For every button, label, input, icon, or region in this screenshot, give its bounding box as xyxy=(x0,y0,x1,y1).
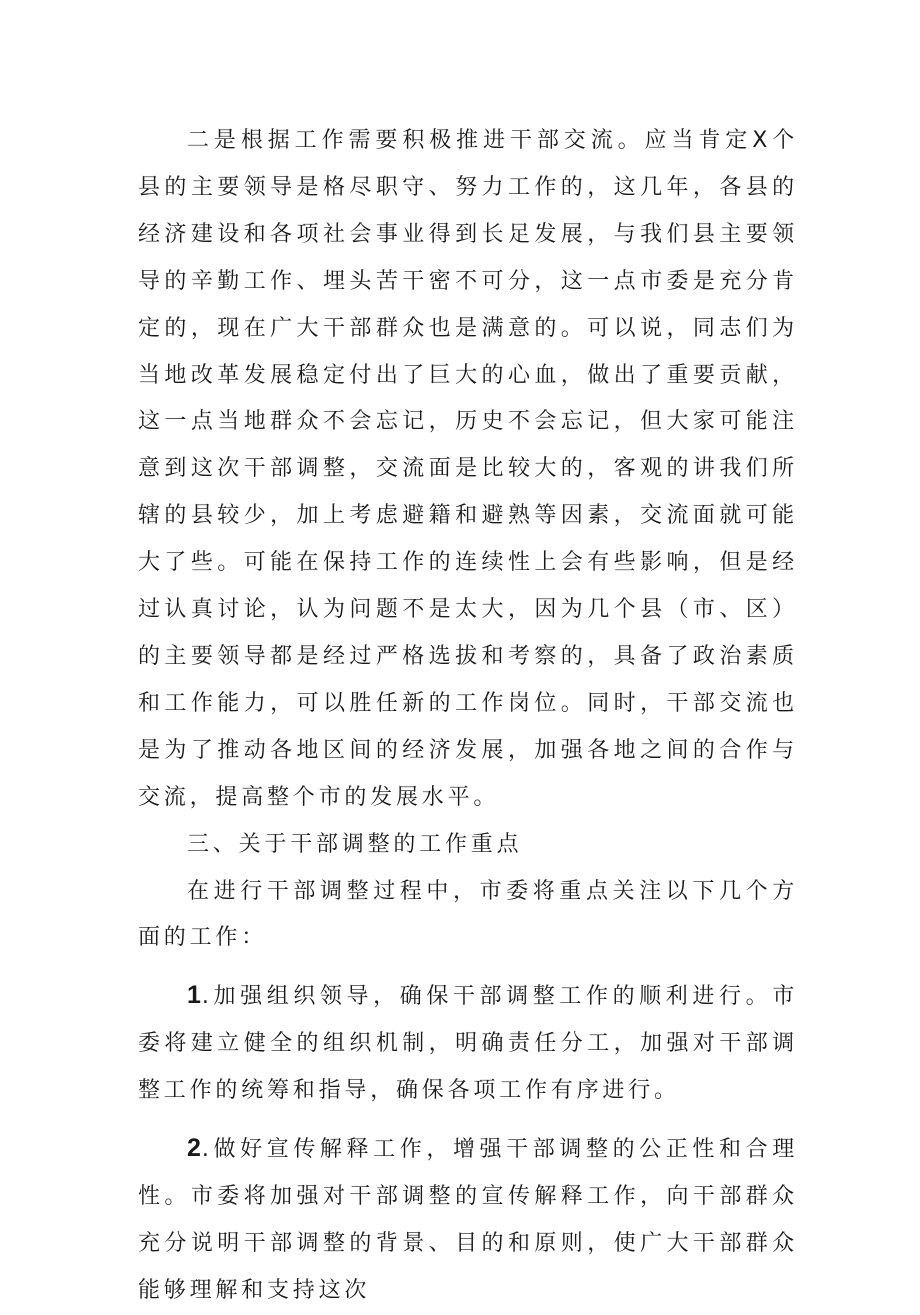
list-item-number: 1 xyxy=(187,981,202,1010)
document-page xyxy=(138,118,798,1315)
list-item-text: .做好宣传解释工作，增强干部调整的公正性和合理性。市委将加强对干部调整的宣传解释工作，向干部群众充分说明干部调整的背景、目的和原则，使广大干部群众能够理解和支持这次 xyxy=(138,1137,798,1303)
list-item-text: .加强组织领导，确保干部调整工作的顺利进行。市委将建立健全的组织机制，明确责任分工，加强对干部调整工作的统筹和指导，确保各项工作有序进行。 xyxy=(138,984,798,1104)
paragraph-work-focus-intro: 在进行干部调整过程中，市委将重点关注以下几个方面的工作： xyxy=(138,878,798,951)
section-heading-3: 三、关于干部调整的工作重点 xyxy=(187,831,523,857)
list-item-2 xyxy=(138,1125,798,1315)
list-item-1 xyxy=(138,972,798,1115)
list-item-number: 2 xyxy=(187,1134,202,1163)
paragraph-cadre-exchange: 二是根据工作需要积极推进干部交流。应当肯定X个县的主要领导是格尽职守、努力工作的，这几年，各县的经济建设和各项社会事业得到长足发展，与我们县主要领导的辛勤工作、埋头苦干密不可分，这一点市委是充分肯定的，现在广大干部群众也是满意的。可以说，同志们为当地改革发展稳定付出了巨大的心血，做出了重要贡献，这一点当地群众不会忘记，历史不会忘记，但大家可能注意到这次干部调整，交流面是比较大的，客观的讲我们所辖的县较少，加上考虑避籍和避熟等因素，交流面就可能大了些。可能在保持工作的连续性上会有些影响，但是经过认真讨论，认为问题不是太大，因为几个县（市、区）的主要领导都是经过严格选拔和考察的，具备了政治素质和工作能力，可以胜任新的工作岗位。同时，干部交流也是为了推动各地区间的经济发展，加强各地之间的合作与交流，提高整个市的发展水平。 xyxy=(138,128,798,810)
